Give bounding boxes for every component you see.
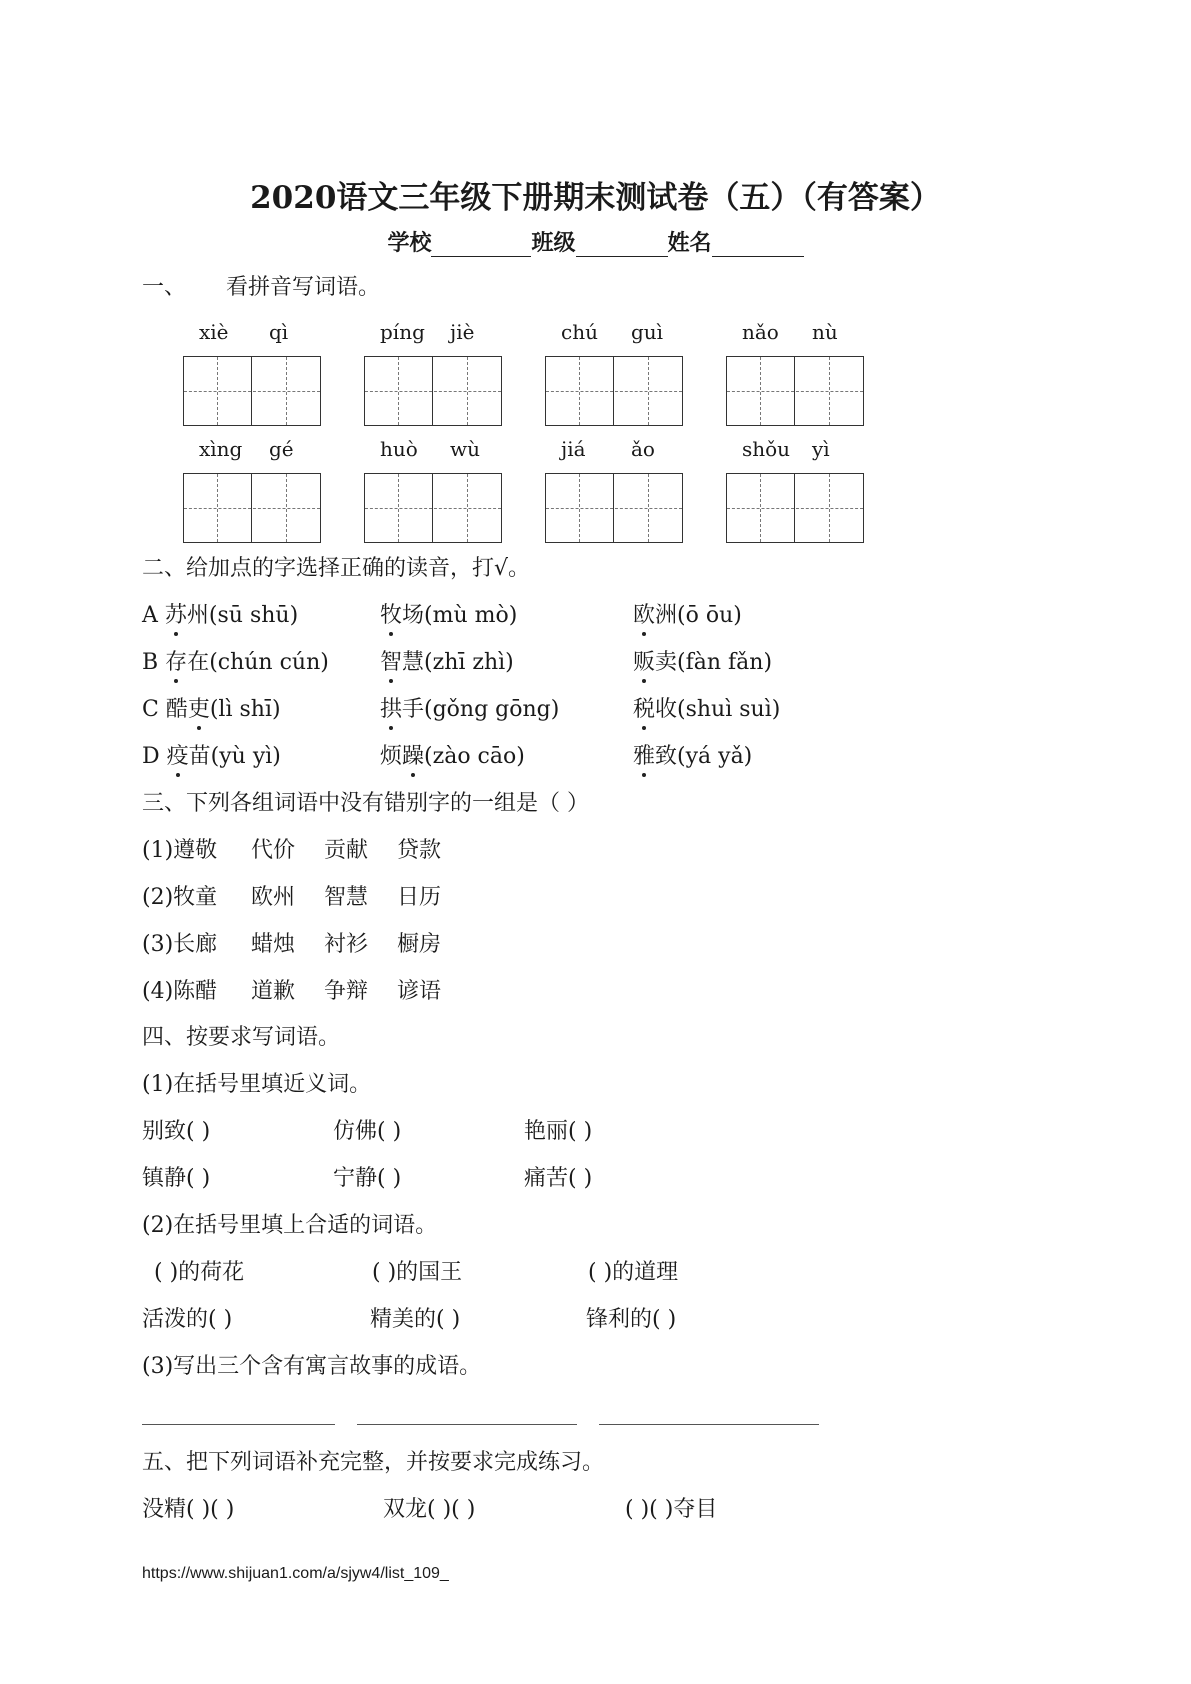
item-prefix: A <box>142 603 165 628</box>
page-title: 2020语文三年级下册期末测试卷（五）（有答案） <box>250 180 941 216</box>
option-word: 衬衫 <box>324 932 369 957</box>
answer-line[interactable] <box>599 1424 819 1425</box>
writing-grid[interactable] <box>545 356 683 426</box>
pronunciation-item[interactable] <box>380 692 559 723</box>
pinyin-syllable: huò <box>380 437 418 461</box>
item-text: 慧(zhī zhì) <box>402 650 514 675</box>
writing-grid[interactable] <box>545 473 683 543</box>
pinyin-syllable: jiè <box>450 320 475 344</box>
item-text: 场(mù mò) <box>402 603 518 628</box>
dotted-character: 拱 <box>380 692 402 723</box>
pronunciation-item[interactable] <box>380 739 525 770</box>
option-word: 贡献 <box>324 838 369 863</box>
dotted-character: 雅 <box>633 739 655 770</box>
fill-item[interactable]: 精美的( ) <box>370 1307 461 1332</box>
pronunciation-item[interactable] <box>633 598 742 629</box>
writing-grid[interactable] <box>183 473 321 543</box>
pinyin-syllable: nǎo <box>742 320 779 344</box>
item-text: 收(shuì suì) <box>655 697 781 722</box>
dotted-character: 躁 <box>402 739 424 770</box>
writing-grid[interactable] <box>726 473 864 543</box>
pinyin-syllable: jiá <box>561 437 586 461</box>
idiom-item[interactable]: 双龙( )( ) <box>383 1497 476 1522</box>
pinyin-syllable: xiè <box>199 320 229 344</box>
fill-item[interactable]: 活泼的( ) <box>142 1307 233 1332</box>
dotted-character: 贩 <box>633 645 655 676</box>
item-text: (zào cāo) <box>424 744 525 769</box>
idiom-item[interactable]: ( )( )夺目 <box>625 1497 718 1522</box>
item-text: 致(yá yǎ) <box>655 744 753 769</box>
item-text: 州(sū shū) <box>186 603 299 628</box>
item-prefix: 烦 <box>380 744 403 769</box>
option-label-word[interactable]: (4)陈醋 <box>142 979 218 1004</box>
option-label-word[interactable]: (1)遵敬 <box>142 838 218 863</box>
dotted-character: 税 <box>633 692 655 723</box>
pinyin-syllable: guì <box>631 320 664 344</box>
dotted-character: 智 <box>380 645 402 676</box>
item-prefix: C 酷 <box>142 697 188 722</box>
pinyin-syllable: xìng <box>199 437 243 461</box>
synonym-item[interactable]: 镇静( ) <box>142 1166 211 1191</box>
pronunciation-item[interactable] <box>633 645 772 676</box>
pronunciation-item[interactable] <box>142 598 298 629</box>
dotted-character: 疫 <box>167 739 189 770</box>
pronunciation-item[interactable] <box>142 645 329 676</box>
pronunciation-item[interactable] <box>380 598 517 629</box>
item-text: 卖(fàn fǎn) <box>655 650 773 675</box>
pinyin-syllable: qì <box>269 320 289 344</box>
item-text: 手(gǒng gōng) <box>402 697 560 722</box>
fill-item[interactable]: ( )的国王 <box>372 1260 463 1285</box>
item-prefix: B <box>142 650 166 675</box>
school-blank[interactable] <box>431 232 531 257</box>
question-4-1: (1)在括号里填近义词。 <box>142 1072 372 1097</box>
student-info-line <box>0 226 1191 257</box>
item-text: 洲(ō ōu) <box>655 603 742 628</box>
synonym-item[interactable]: 艳丽( ) <box>524 1119 593 1144</box>
option-label-word[interactable]: (3)长廊 <box>142 932 218 957</box>
option-word: 欧州 <box>251 885 296 910</box>
question-4-3: (3)写出三个含有寓言故事的成语。 <box>142 1354 482 1379</box>
option-word: 代价 <box>251 838 296 863</box>
dotted-character: 苏 <box>165 598 187 629</box>
section-3-title: 三、下列各组词语中没有错别字的一组是（ ） <box>142 791 589 816</box>
option-word: 谚语 <box>397 979 442 1004</box>
pinyin-syllable: nù <box>812 320 838 344</box>
option-word: 蜡烛 <box>251 932 296 957</box>
option-label-word[interactable]: (2)牧童 <box>142 885 218 910</box>
name-label: 姓名 <box>667 230 712 256</box>
class-blank[interactable] <box>576 232 668 257</box>
question-4-2: (2)在括号里填上合适的词语。 <box>142 1213 438 1238</box>
option-word: 争辩 <box>324 979 369 1004</box>
answer-line[interactable] <box>357 1424 577 1425</box>
fill-item[interactable]: 锋利的( ) <box>586 1307 677 1332</box>
pinyin-syllable: píng <box>380 320 425 344</box>
answer-line[interactable] <box>142 1424 335 1425</box>
pinyin-syllable: chú <box>561 320 598 344</box>
pronunciation-item[interactable] <box>142 692 281 723</box>
footer-url[interactable]: https://www.shijuan1.com/a/sjyw4/list_109_ <box>142 1565 449 1582</box>
option-word: 道歉 <box>251 979 296 1004</box>
synonym-item[interactable]: 仿佛( ) <box>333 1119 402 1144</box>
item-text: 苗(yù yì) <box>188 744 281 769</box>
dotted-character: 吏 <box>188 692 210 723</box>
pronunciation-item[interactable] <box>142 739 281 770</box>
fill-item[interactable]: ( )的道理 <box>588 1260 679 1285</box>
option-word: 橱房 <box>397 932 442 957</box>
section-1-title: 看拼音写词语。 <box>226 275 381 300</box>
item-prefix: D <box>142 744 167 769</box>
option-word: 贷款 <box>397 838 442 863</box>
option-word: 日历 <box>397 885 442 910</box>
item-text: (lì shī) <box>209 697 281 722</box>
section-1-label: 一、 <box>142 275 187 300</box>
option-word: 智慧 <box>324 885 369 910</box>
pronunciation-item[interactable] <box>380 645 514 676</box>
writing-grid[interactable] <box>726 356 864 426</box>
writing-grid[interactable] <box>364 356 502 426</box>
dotted-character: 牧 <box>380 598 402 629</box>
class-label: 班级 <box>531 230 576 256</box>
idiom-item[interactable]: 没精( )( ) <box>142 1497 235 1522</box>
section-2-title: 二、给加点的字选择正确的读音，打√。 <box>142 556 531 581</box>
synonym-item[interactable]: 痛苦( ) <box>524 1166 593 1191</box>
item-text: 在(chún cún) <box>187 650 329 675</box>
school-label: 学校 <box>387 230 432 256</box>
pinyin-syllable: wù <box>450 437 480 461</box>
fill-item[interactable]: ( )的荷花 <box>154 1260 245 1285</box>
synonym-item[interactable]: 别致( ) <box>142 1119 211 1144</box>
dotted-character: 存 <box>165 645 187 676</box>
writing-grid[interactable] <box>364 473 502 543</box>
section-4-title: 四、按要求写词语。 <box>142 1025 341 1050</box>
name-blank[interactable] <box>712 232 804 257</box>
dotted-character: 欧 <box>633 598 655 629</box>
writing-grid[interactable] <box>183 356 321 426</box>
pinyin-syllable: shǒu <box>742 437 791 461</box>
pronunciation-item[interactable] <box>633 739 752 770</box>
pronunciation-item[interactable] <box>633 692 780 723</box>
pinyin-syllable: ǎo <box>631 437 655 461</box>
pinyin-syllable: gé <box>269 437 294 461</box>
section-5-title: 五、把下列词语补充完整，并按要求完成练习。 <box>142 1450 605 1475</box>
synonym-item[interactable]: 宁静( ) <box>333 1166 402 1191</box>
pinyin-syllable: yì <box>812 437 830 461</box>
